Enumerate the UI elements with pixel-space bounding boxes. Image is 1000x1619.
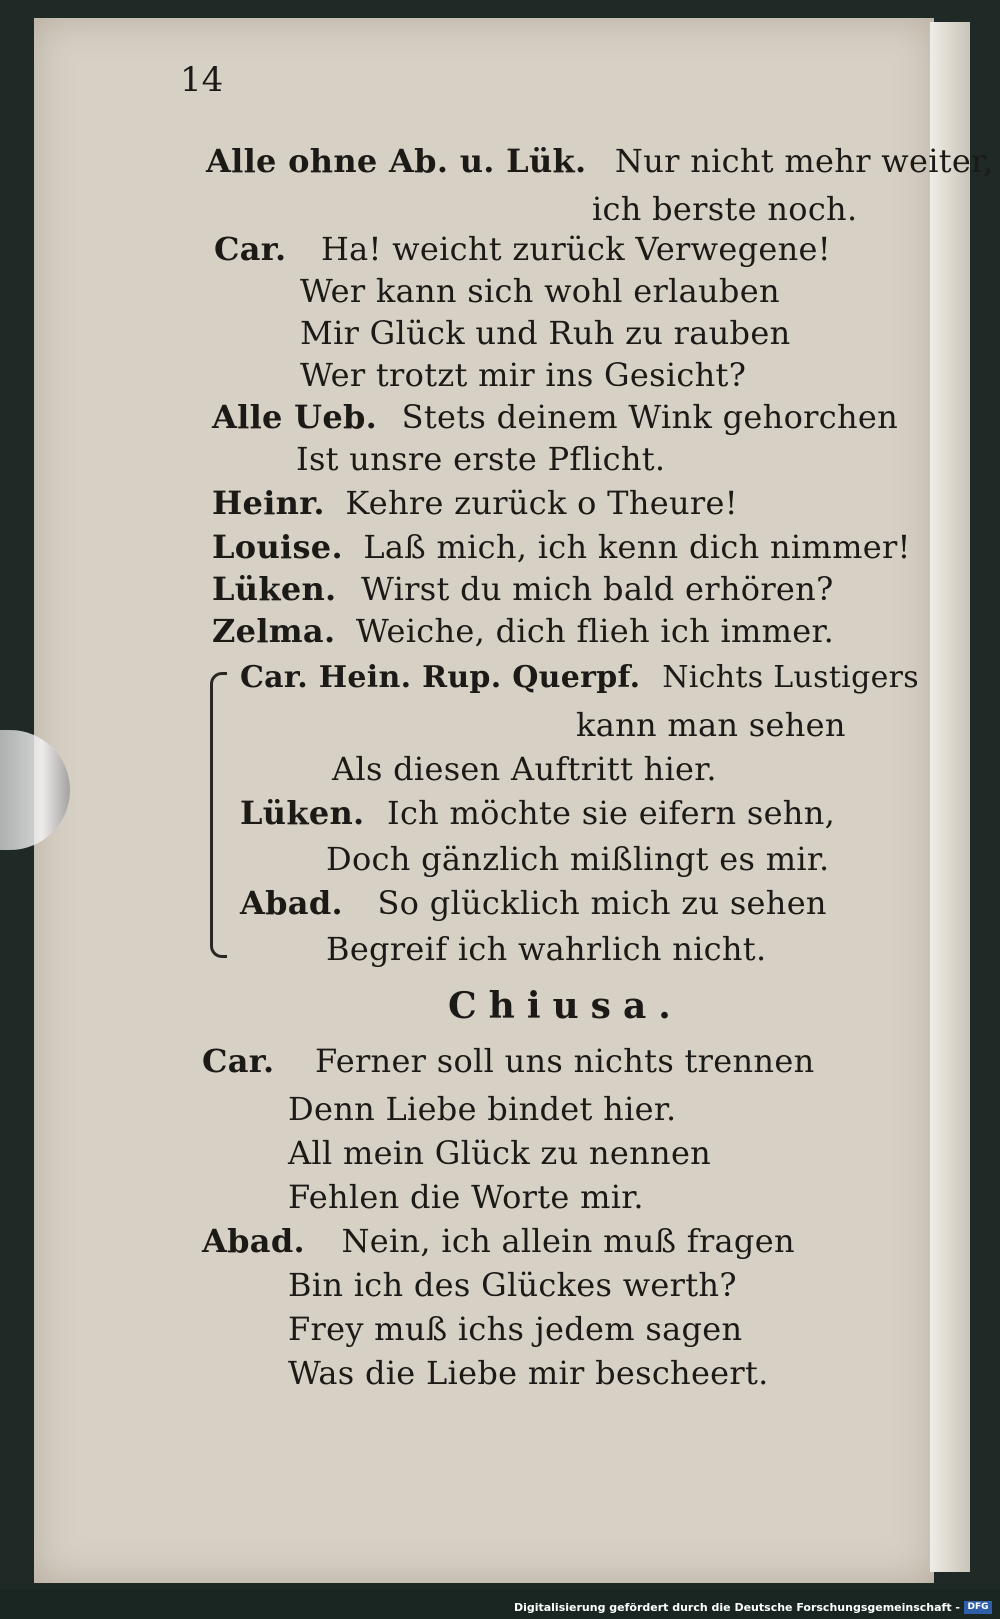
line-text: ich berste noch. (592, 190, 858, 228)
speaker: Car. (202, 1042, 275, 1080)
text-line (288, 1266, 737, 1304)
line-text: Fehlen die Worte mir. (288, 1178, 644, 1216)
text-line (592, 190, 857, 228)
text-line (332, 750, 717, 788)
section-heading: Chiusa. (448, 985, 683, 1027)
text-line (212, 570, 834, 608)
line-text: kann man sehen (576, 706, 846, 744)
page-number: 14 (180, 60, 224, 100)
speaker: Heinr. (212, 484, 325, 522)
text-line (288, 1090, 676, 1128)
speaker: Lüken. (212, 570, 337, 608)
line-text: Wer kann sich wohl erlauben (300, 272, 780, 310)
line-text: Bin ich des Glückes werth? (288, 1266, 737, 1304)
dfg-logo: DFG (964, 1601, 992, 1614)
text-line (212, 484, 738, 522)
text-line (214, 230, 831, 268)
speaker: Lüken. (240, 794, 365, 832)
text-line (326, 840, 829, 878)
speaker: Zelma. (212, 612, 336, 650)
line-text: Wer trotzt mir ins Gesicht? (300, 356, 747, 394)
text-line (212, 398, 898, 436)
line-text: Doch gänzlich mißlingt es mir. (326, 840, 830, 878)
speaker: Car. Hein. Rup. Querpf. (240, 660, 641, 695)
text-line (288, 1178, 644, 1216)
text-line (300, 314, 790, 352)
speaker: Abad. (202, 1222, 305, 1260)
text-line (326, 930, 766, 968)
line-text: Kehre zurück o Theure! (345, 484, 738, 522)
line-text: Frey muß ichs jedem sagen (288, 1310, 743, 1348)
text-line (288, 1134, 711, 1172)
text-line (300, 272, 780, 310)
ensemble-brace (210, 672, 227, 958)
text-line (296, 440, 665, 478)
footer-credit: Digitalisierung gefördert durch die Deutsche Forschungsgemeinschaft - (513, 1601, 960, 1614)
text-line (300, 356, 746, 394)
line-text: Nur nicht mehr weiter, (614, 142, 994, 180)
line-text: Denn Liebe bindet hier. (288, 1090, 677, 1128)
line-text: All mein Glück zu nennen (288, 1134, 712, 1172)
line-text: Nichts Lustigers (662, 660, 919, 695)
text-line (288, 1354, 769, 1392)
line-text: Ist unsre erste Pflicht. (296, 440, 666, 478)
text-line (202, 1042, 814, 1080)
text-line (206, 142, 994, 180)
line-text: Ferner soll uns nichts trennen (314, 1042, 815, 1080)
text-line (240, 884, 827, 922)
speaker: Alle ohne Ab. u. Lük. (206, 142, 587, 180)
speaker: Louise. (212, 528, 343, 566)
speaker: Abad. (240, 884, 343, 922)
line-text: Als diesen Auftritt hier. (332, 750, 717, 788)
text-line (240, 660, 919, 695)
line-text: Ha! weicht zurück Verwegene! (320, 230, 831, 268)
page-edge (930, 22, 970, 1572)
line-text: So glücklich mich zu sehen (377, 884, 827, 922)
line-text: Stets deinem Wink gehorchen (401, 398, 899, 436)
line-text: Begreif ich wahrlich nicht. (326, 930, 767, 968)
text-line (212, 612, 834, 650)
text-line (288, 1310, 742, 1348)
text-line (240, 794, 835, 832)
line-text: Wirst du mich bald erhören? (361, 570, 834, 608)
speaker: Car. (214, 230, 287, 268)
line-text: Mir Glück und Ruh zu rauben (300, 314, 791, 352)
line-text: Ich möchte sie eifern sehn, (387, 794, 836, 832)
line-text: Nein, ich allein muß fragen (341, 1222, 795, 1260)
text-line (202, 1222, 795, 1260)
speaker: Alle Ueb. (212, 398, 378, 436)
line-text: Was die Liebe mir bescheert. (288, 1354, 769, 1392)
text-line (212, 528, 911, 566)
line-text: Laß mich, ich kenn dich nimmer! (363, 528, 911, 566)
line-text: Weiche, dich flieh ich immer. (355, 612, 835, 650)
text-line (576, 706, 846, 744)
